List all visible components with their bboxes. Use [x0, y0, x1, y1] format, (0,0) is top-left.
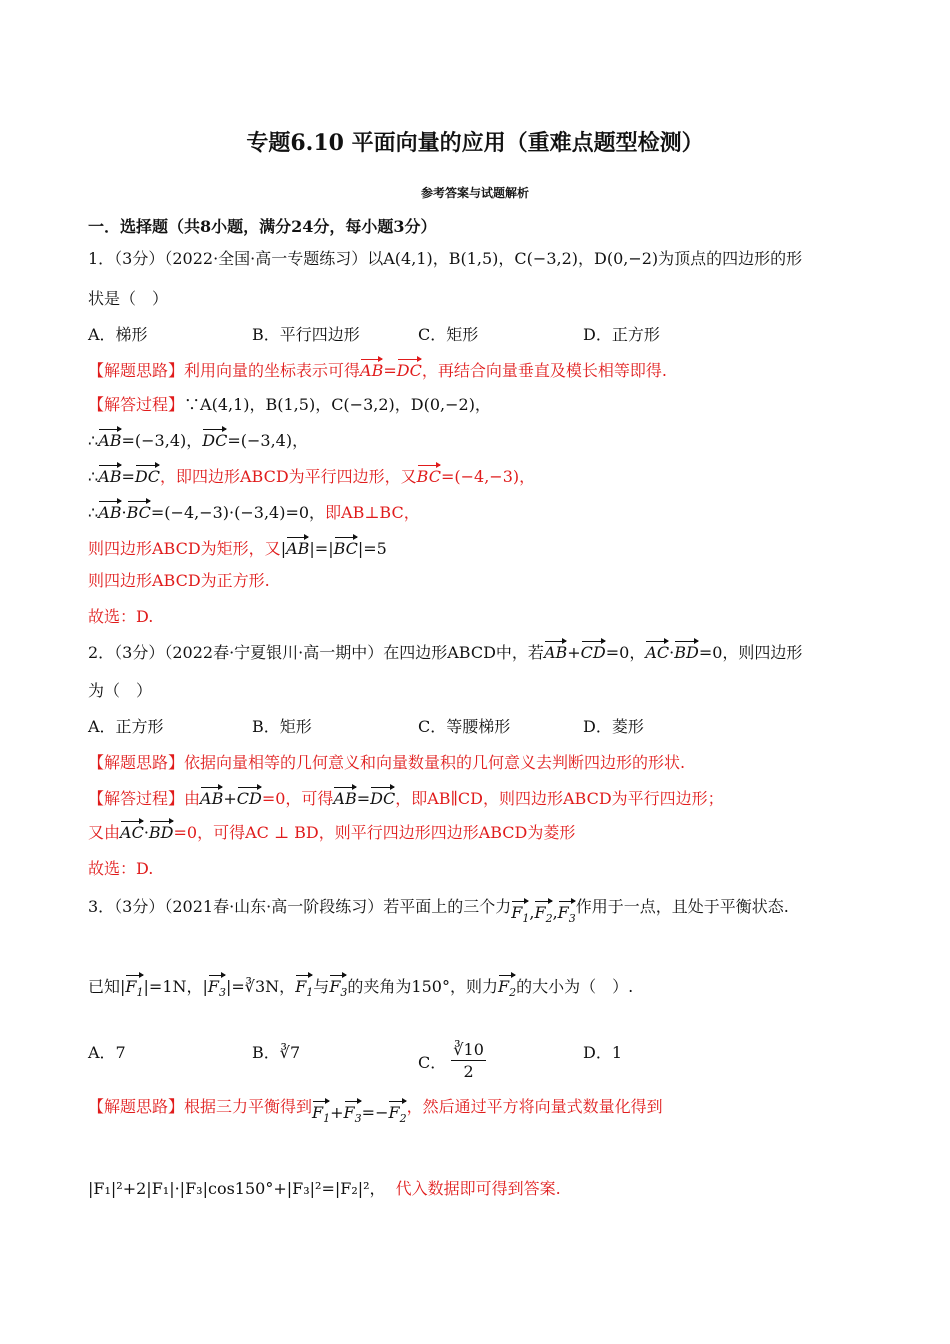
q2-proc-2: 又由AC·BD=0，可得AC ⊥ BD，则平行四边形四边形ABCD为菱形: [88, 820, 575, 844]
q1-stem-line1: 1．（3分）（2022·全国·高一专题练习）以A(4,1)，B(1,5)，C(−3,2)，D(0,−2)为顶点的四边形的形: [88, 249, 803, 268]
q1-answer: 故选：D.: [88, 607, 154, 626]
q2-proc-1a: 由: [184, 789, 201, 808]
q1-stem-line2: 状是（ ）: [88, 289, 169, 308]
q2-stem-a2: =0，: [605, 643, 646, 662]
q1-idea: [88, 358, 667, 382]
q2-proc-2a: 又由: [88, 823, 121, 842]
q3-option-d: D．1: [583, 1043, 623, 1062]
q1-proc-4b-text: 即AB⊥BC，: [325, 503, 420, 522]
q3-option-c: [418, 1042, 486, 1085]
q1-proc-4-text: =(−4,−3)·(−3,4)=0，: [150, 503, 326, 522]
q2-proc-2b: =0，可得AC ⊥ BD，则平行四边形四边形ABCD为菱形: [173, 823, 576, 842]
q3-formula: |F₁|²+2|F₁|·|F₃|cos150°+|F₃|²=|F₂|²，: [88, 1179, 386, 1198]
q2-option-a: A．正方形: [88, 717, 164, 736]
q3-idea: 【解题思路】根据三力平衡得到$F_1+F_3=-F_2$，然后通过平方将向量式数量化得到: [88, 1094, 663, 1124]
q2-proc-1c: ，即AB∥CD，则四边形ABCD为平行四边形；: [395, 789, 724, 808]
q3-option-c-numerator: ∛10: [453, 1040, 484, 1059]
page-subtitle: 参考答案与试题解析: [420, 186, 529, 200]
q2-stem-a: 2．（3分）（2022春·宁夏银川·高一期中）在四边形ABCD中，若: [88, 643, 544, 662]
q3-stem-line2: 已知$|F_1|=1N$，$|F_3|=∛3N$，$F_1$与$F_3$的夹角为150°，则力$F_2$的大小为（ ）.: [88, 974, 633, 1004]
q1-idea-tail: ，再结合向量垂直及模长相等即得.: [421, 361, 667, 380]
q1-proc-label: 【解答过程】: [88, 395, 185, 414]
q3-option-c-fraction: [451, 1040, 486, 1083]
q1-idea-eq: AB=DC: [360, 361, 422, 380]
q1-proc-6: 则四边形ABCD为正方形.: [88, 571, 270, 590]
q1-proc-5a-text: 则四边形ABCD为矩形，又: [88, 539, 281, 558]
q2-proc-1: 【解答过程】由AB+CD=0，可得AB=DC，即AB∥CD，则四边形ABCD为平行四边形；: [88, 786, 724, 810]
page-title: 专题6.10 平面向量的应用（重难点题型检测）: [246, 130, 704, 156]
q3-stem-a2: 作用于一点，且处于平衡状态.: [575, 897, 789, 916]
q1-proc-3-text: ，即四边形ABCD为平行四边形，又: [159, 467, 417, 486]
q1-idea-text: 利用向量的坐标表示可得: [184, 361, 361, 380]
q3-option-c-label: C．: [418, 1053, 447, 1072]
q1-idea-label: 【解题思路】: [88, 361, 185, 380]
q1-proc-3b-text: =(−4,−3)，: [440, 467, 536, 486]
q1-proc-2-text: =(−3,4)，: [121, 431, 203, 450]
q2-stem-line2: 为（ ）: [88, 681, 153, 700]
q3-idea-tail: ，然后通过平方将向量式数量化得到: [406, 1097, 663, 1116]
q2-stem-a3: =0，则四边形: [698, 643, 803, 662]
q3-option-b: B．∛7: [252, 1043, 301, 1062]
q1-option-b: B．平行四边形: [252, 325, 360, 344]
q3-stem-b2: =1N，: [148, 977, 203, 996]
q3-option-c-denominator: 2: [463, 1062, 474, 1081]
q1-proc-1: [88, 394, 491, 416]
q3-stem-line1: 3．（3分）（2021春·山东·高一阶段练习）若平面上的三个力$F_1,F_2,F_3$作用于一点，且处于平衡状态.: [88, 894, 789, 924]
q3-option-a: A．7: [88, 1043, 126, 1062]
q2-idea-label: 【解题思路】: [88, 753, 185, 772]
q2-option-d: D．菱形: [583, 717, 644, 736]
q2-idea-text: 依据向量相等的几何意义和向量数量积的几何意义去判断四边形的形状.: [184, 753, 686, 772]
q3-stem-b4: 与: [313, 977, 330, 996]
q3-stem-a: 3．（3分）（2021春·山东·高一阶段练习）若平面上的三个力: [88, 897, 512, 916]
q3-stem-b5: 的夹角为150°，则力: [347, 977, 498, 996]
q3-idea-text: 根据三力平衡得到: [184, 1097, 313, 1116]
q1-proc-2b-text: =(−3,4)，: [227, 431, 309, 450]
q1-proc-2: ∴AB=(−3,4)，DC=(−3,4)，: [88, 428, 308, 452]
section-heading: 一．选择题（共8小题，满分24分，每小题3分）: [88, 217, 437, 236]
q3-stem-b6: 的大小为（ ）.: [516, 977, 634, 996]
q1-proc-1-text: ∵A(4,1)，B(1,5)，C(−3,2)，D(0,−2)，: [184, 395, 491, 414]
q1-option-d: D．正方形: [583, 325, 660, 344]
q2-idea: [88, 752, 685, 774]
q1-proc-3: ∴AB=DC，即四边形ABCD为平行四边形，又BC=(−4,−3)，: [88, 464, 535, 488]
q3-formula-line: [88, 1178, 561, 1200]
q3-stem-b3: =∛3N，: [231, 977, 296, 996]
q2-option-c: C．等腰梯形: [418, 717, 511, 736]
q3-stem-b1: 已知: [88, 977, 121, 996]
q2-answer: 故选：D.: [88, 859, 154, 878]
q1-option-a: A．梯形: [88, 325, 148, 344]
q2-proc-1b: =0，可得: [261, 789, 334, 808]
q1-proc-5: 则四边形ABCD为矩形，又|AB|=|BC|=5: [88, 536, 387, 560]
q2-proc-label: 【解答过程】: [88, 789, 185, 808]
q1-proc-4: ∴AB·BC=(−4,−3)·(−3,4)=0，即AB⊥BC，: [88, 500, 420, 524]
q3-formula-tail: 代入数据即可得到答案.: [395, 1179, 561, 1198]
q2-stem-line1: 2．（3分）（2022春·宁夏银川·高一期中）在四边形ABCD中，若AB+CD=0，AC·BD=0，则四边形: [88, 640, 802, 664]
q2-option-b: B．矩形: [252, 717, 312, 736]
q1-option-c: C．矩形: [418, 325, 479, 344]
q3-idea-label: 【解题思路】: [88, 1097, 185, 1116]
q1-proc-5b-text: =5: [363, 539, 387, 558]
